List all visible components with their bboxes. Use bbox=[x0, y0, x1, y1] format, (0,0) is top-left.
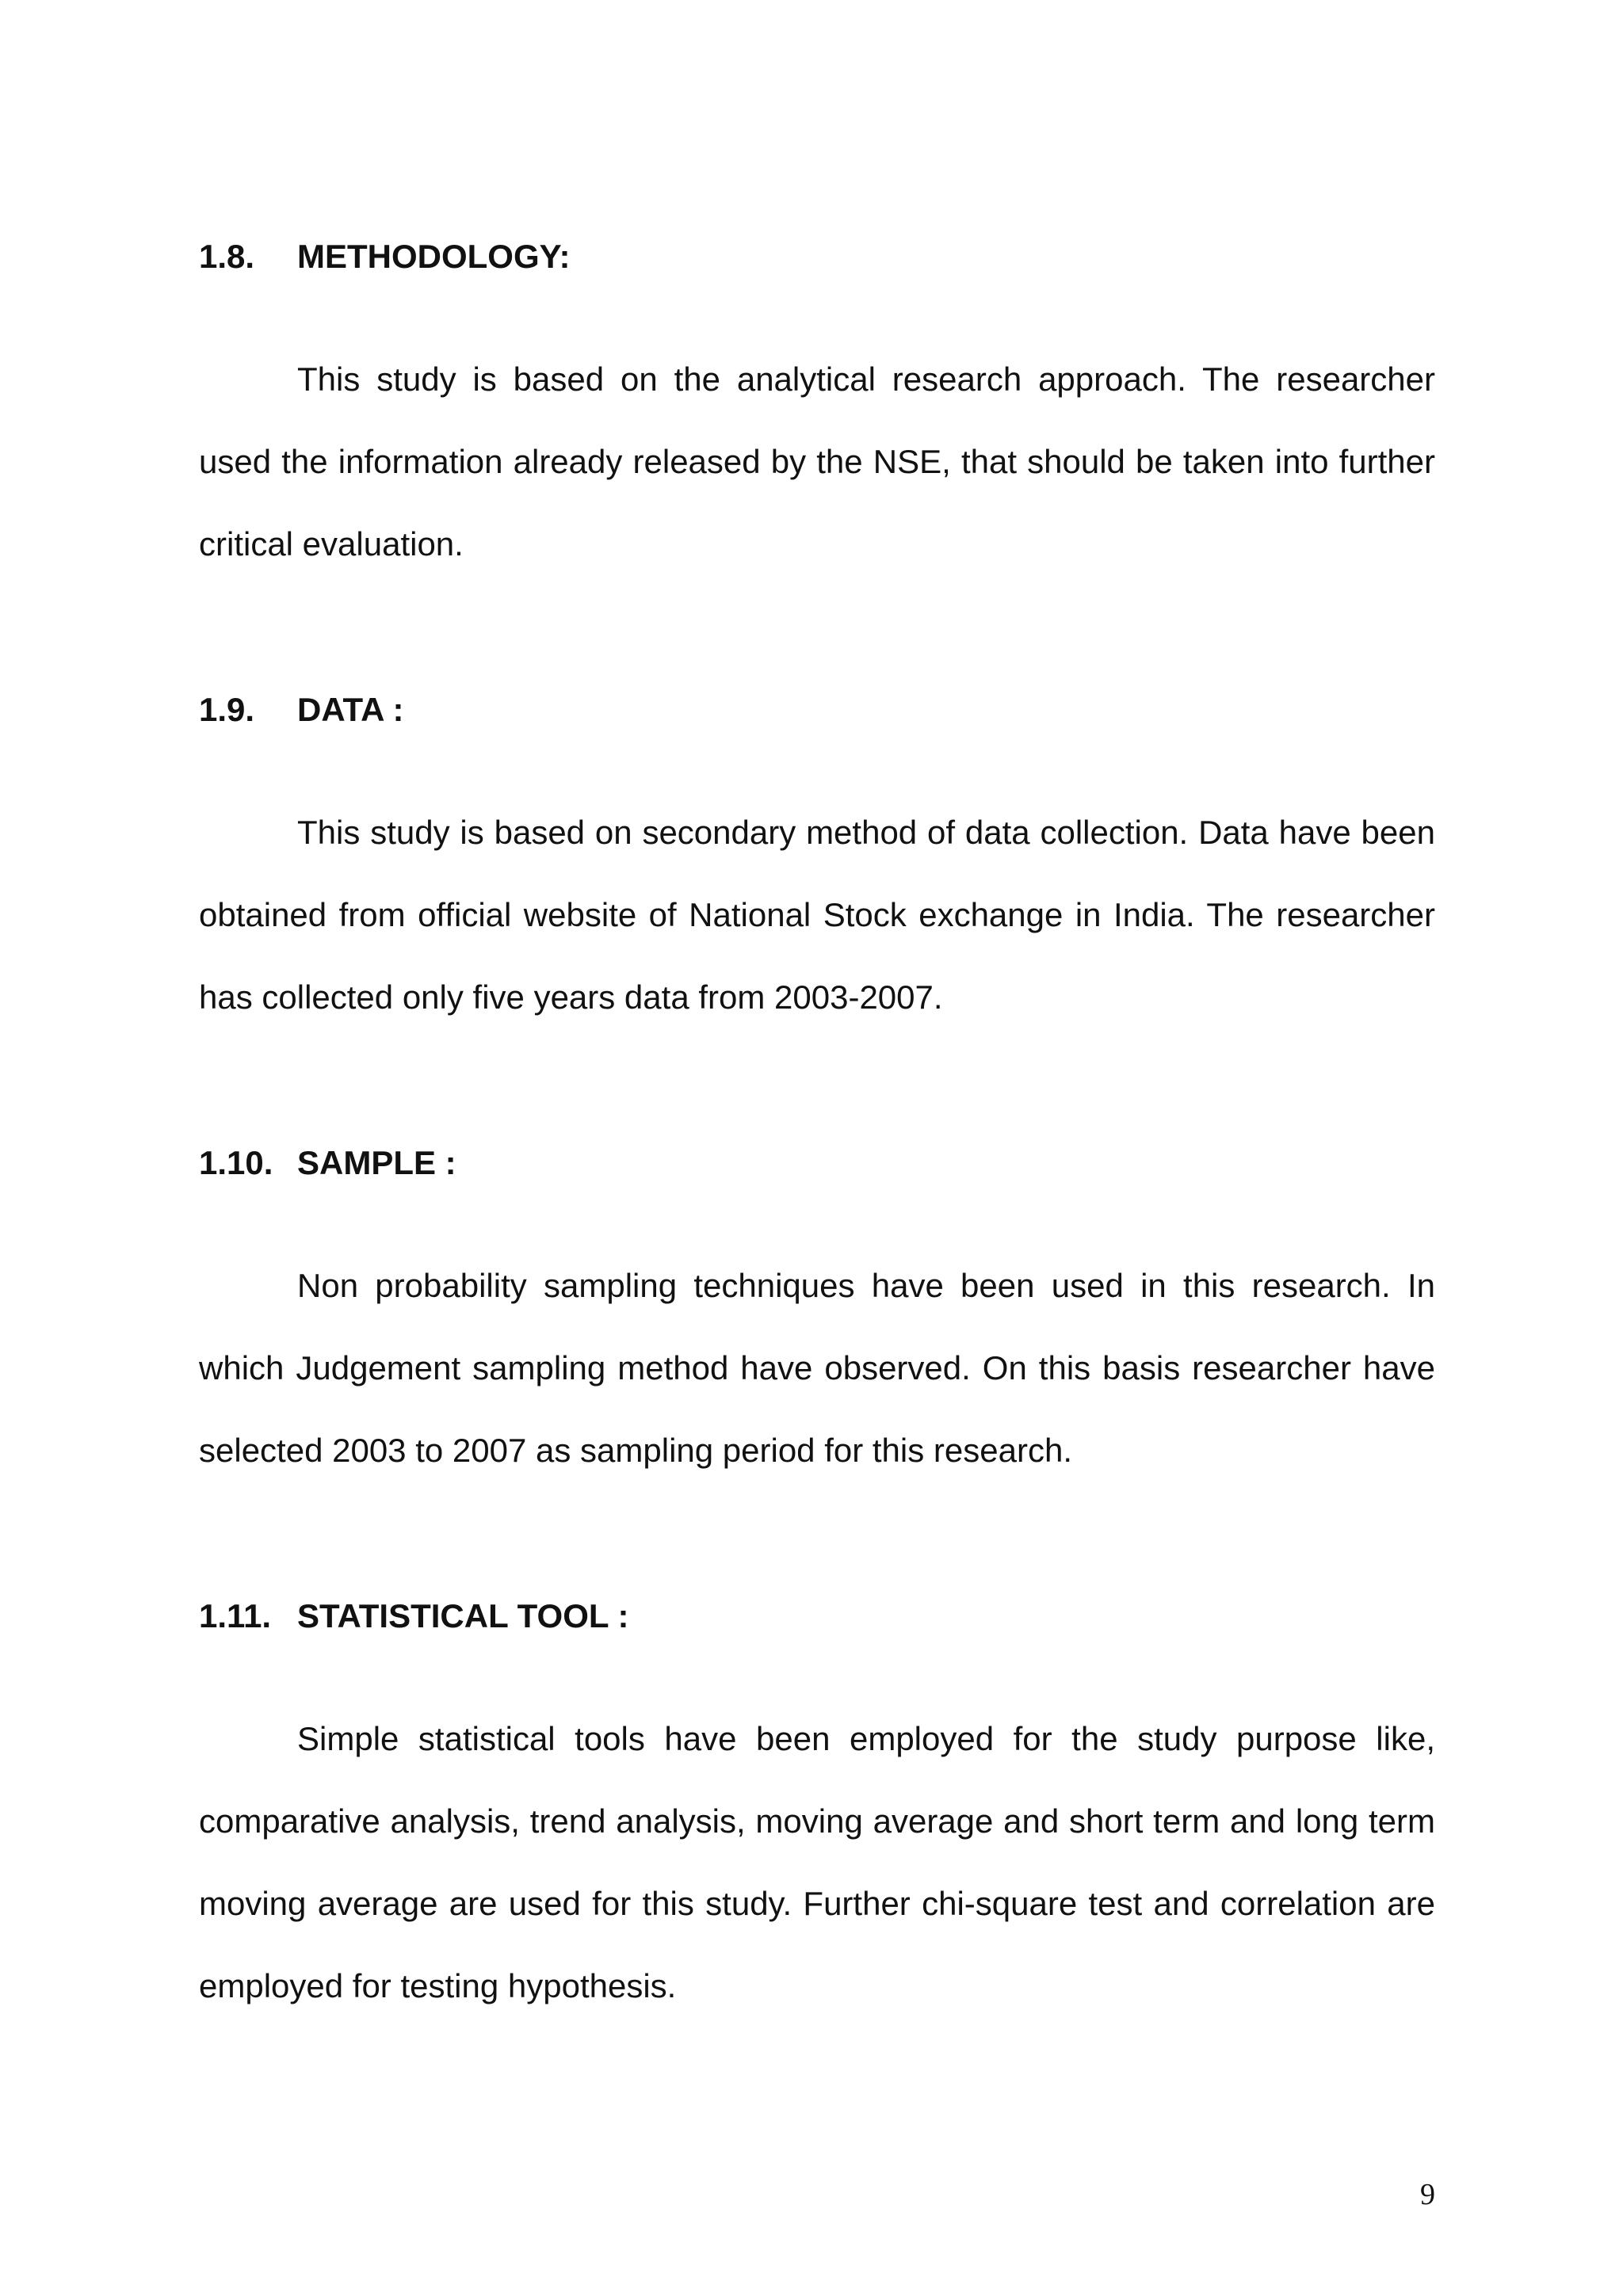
page-number: 9 bbox=[1420, 2178, 1435, 2211]
section-title: METHODOLOGY: bbox=[297, 238, 571, 275]
section-paragraph: This study is based on secondary method of data collection. Data have been obtained from official website of National Stock exchange in India. The researcher has collected only five years data from 2003-2007. bbox=[199, 814, 1435, 1016]
section-number: 1.10. bbox=[199, 1144, 273, 1181]
section-heading bbox=[199, 1597, 628, 1635]
section-heading bbox=[199, 238, 571, 276]
section-heading bbox=[199, 691, 404, 729]
section-paragraph: This study is based on the analytical research approach. The researcher used the information already released by the NSE, that should be taken into further critical evaluation. bbox=[199, 360, 1435, 563]
section-heading bbox=[199, 1144, 456, 1182]
section-title: STATISTICAL TOOL : bbox=[297, 1597, 629, 1634]
section-number: 1.11. bbox=[199, 1597, 272, 1634]
section-number: 1.9. bbox=[199, 691, 255, 728]
section-paragraph: Simple statistical tools have been employed for the study purpose like, comparative analysis, trend analysis, moving average and short term and long term moving average are used for this study. Further chi-square test and correlation are employed for testing hypothesis. bbox=[199, 1720, 1435, 2004]
section-title: SAMPLE : bbox=[297, 1144, 456, 1181]
section-number: 1.8. bbox=[199, 238, 255, 275]
section-title: DATA : bbox=[297, 691, 404, 728]
section-paragraph: Non probability sampling techniques have been used in this research. In which Judgement sampling method have observed. On this basis researcher have selected 2003 to 2007 as sampling period for this research. bbox=[199, 1267, 1435, 1469]
